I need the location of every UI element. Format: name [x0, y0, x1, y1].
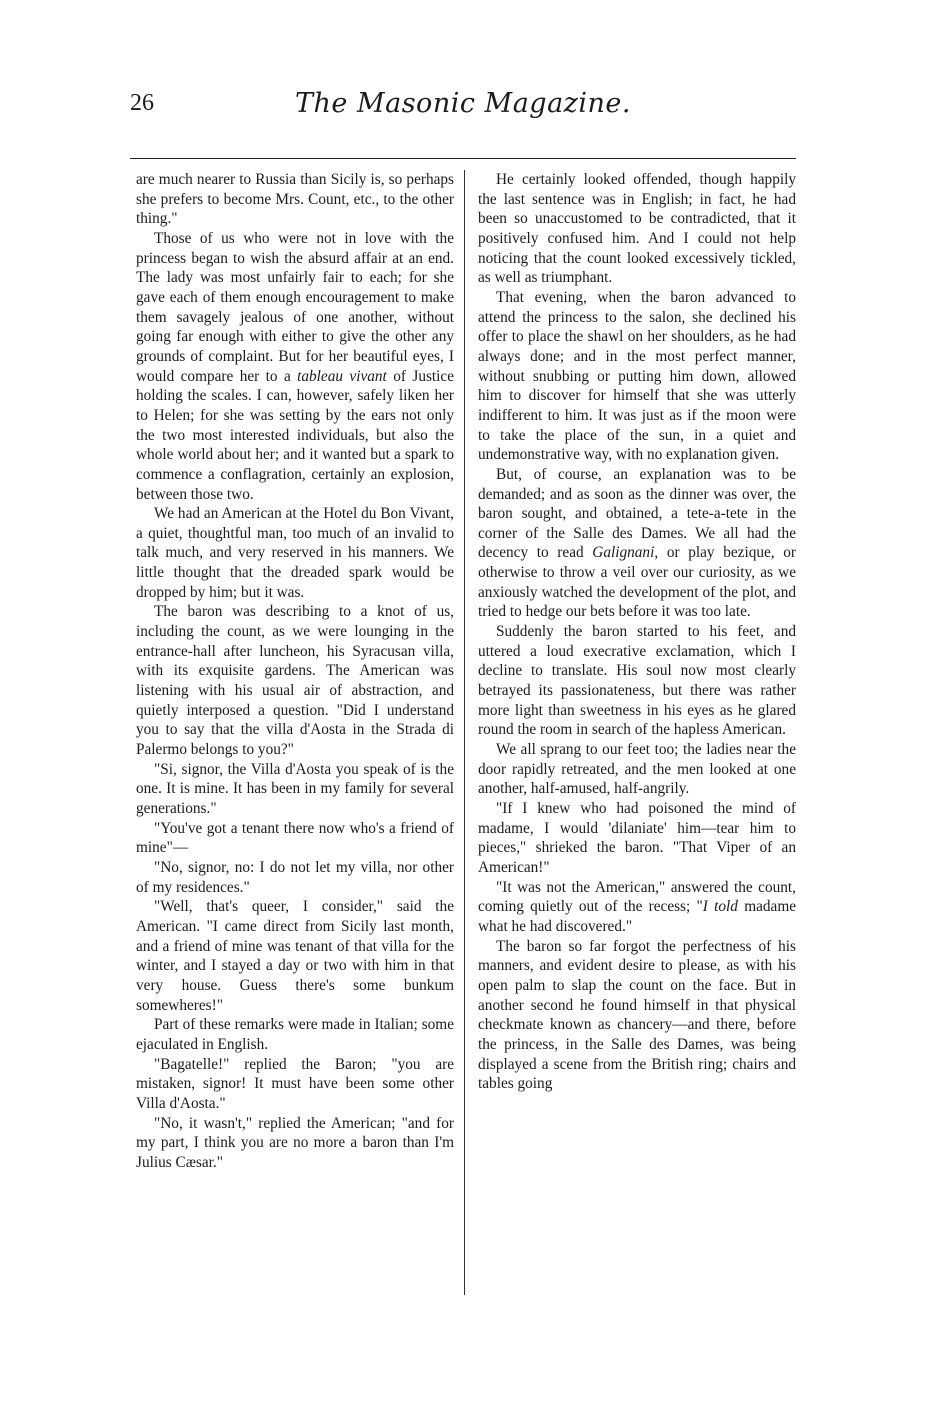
paragraph: He certainly looked offended, though happily the last sentence was in English; in fact, he had been so unaccustomed to be contradicted, that it positively confused him. And I could not help noticing that the count looked excessively tickled, as well as triumphant. — [478, 171, 796, 287]
paragraph: "It was not the American," answered the count, coming quietly out of the recess; "I told madame what he had discovered." — [478, 878, 797, 935]
italic-term: I told — [702, 898, 738, 916]
paragraph: But, of course, an explanation was to be demanded; and as soon as the dinner was over, the baron sought, and obtained, a tete-a-tete in the corner of the Salle des Dames. We all had the decency to read Galignani, or play bezique, or otherwise to throw a veil over our curiosity, as we anxiously watched the development of the plot, and tried to hedge our bets before it was too late. — [478, 465, 796, 621]
header-rule — [130, 158, 796, 159]
paragraph: "No, it wasn't," replied the American; "and for my part, I think you are no more a baron than I'm Julius Cæsar." — [136, 1114, 454, 1171]
paragraph: That evening, when the baron advanced to attend the princess to the salon, she declined his offer to place the shawl on her shoulders, as he had always done; and in the most perfect manner, without snubbing or putting him down, allowed him to discover for himself that she was utterly indifferent to him. It was just as if the moon were to take the place of the sun, in a quiet and undemonstrative way, with no explanation given. — [478, 288, 796, 464]
running-title: The Masonic Magazine. — [295, 88, 631, 119]
paragraph: We had an American at the Hotel du Bon Vivant, a quiet, thoughtful man, too much of an invalid to talk much, and very reserved in his manners. We little thought that the dreaded spark would be dropped by him; but it was. — [136, 505, 454, 601]
paragraph: "You've got a tenant there now who's a friend of mine"— — [136, 819, 454, 857]
italic-term: Galignani — [592, 544, 655, 562]
paragraph: Part of these remarks were made in Italian; some ejaculated in English. — [136, 1016, 454, 1053]
paragraph: Suddenly the baron started to his feet, and uttered a loud execrative exclamation, which I decline to translate. His soul now most clearly betrayed its passionateness, but there was rather more light than sweetness in his eyes as he glared round the room in search of the hapless American. — [478, 623, 796, 739]
paragraph: "If I knew who had poisoned the mind of madame, I would 'dilaniate' him—tear him to pieces," shrieked the baron. "That Viper of an American!" — [478, 800, 796, 876]
paragraph: "Bagatelle!" replied the Baron; "you are mistaken, signor! It must have been some other Villa d'Aosta." — [136, 1055, 454, 1112]
paragraph: The baron was describing to a knot of us, including the count, as we were lounging in the entrance-hall after luncheon, his Syracusan villa, with its exquisite gardens. The American was listening with his usual air of abstraction, and quietly interposed a question. "Did I understand you to say that the villa d'Aosta in the Strada di Palermo belongs to you?" — [136, 603, 454, 759]
right-column — [478, 170, 796, 1094]
paragraph: We all sprang to our feet too; the ladies near the door rapidly retreated, and the men looked at one another, half-amused, half-angrily. — [478, 741, 796, 798]
paragraph: "Si, signor, the Villa d'Aosta you speak of is the one. It is mine. It has been in my family for several generations." — [136, 760, 454, 817]
left-column — [136, 170, 454, 1172]
column-divider — [464, 170, 465, 1295]
page-header — [130, 86, 796, 126]
paragraph: The baron so far forgot the perfectness of his manners, and evident desire to please, as with his open palm to slap the count on the face. But in another second he found himself in that physical checkmate known as chancery—and there, before the princess, in the Salle des Dames, was being displayed a scene from the British ring; chairs and tables going — [478, 937, 796, 1093]
paragraph: Those of us who were not in love with the princess began to wish the absurd affair at an end. The lady was most unfairly fair to each; for she gave each of them enough encouragement to make them savagely jealous of one another, without going far enough with either to give the other any grounds of complaint. But for her beautiful eyes, I would compare her to a tableau vivant of Justice holding the scales. I can, however, safely liken her to Helen; for she was setting by the ears not only the two most interested individuals, but also the whole world about her; and it wanted but a spark to commence a conflagration, certainly an explosion, between those two. — [136, 229, 454, 503]
paragraph: "No, signor, no: I do not let my villa, nor other of my residences." — [136, 858, 454, 896]
page-number: 26 — [130, 90, 154, 116]
paragraph: are much nearer to Russia than Sicily is, so perhaps she prefers to become Mrs. Count, etc., to the other thing." — [136, 171, 454, 228]
italic-term: tableau vivant — [297, 367, 387, 385]
paragraph: "Well, that's queer, I consider," said the American. "I came direct from Sicily last month, and a friend of mine was tenant of that villa for the winter, and I stayed a day or two with him in that very house. Guess there's some bunkum somewheres!" — [136, 898, 454, 1014]
